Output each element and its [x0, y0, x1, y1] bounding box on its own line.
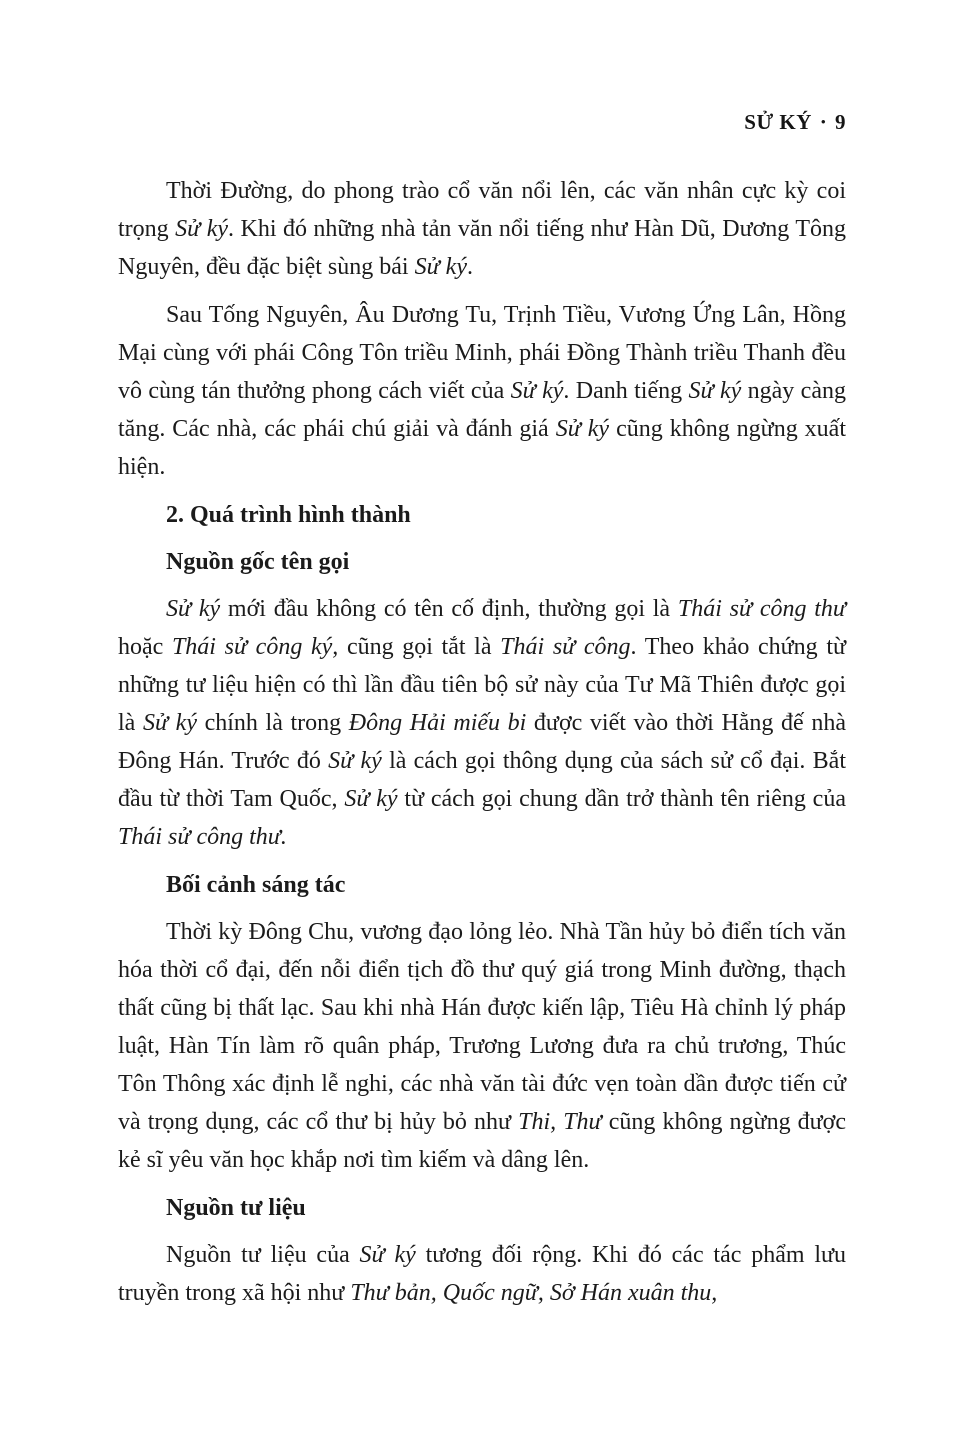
- book-title-italic: Thư bản, Quốc ngữ, Sở Hán xuân thu,: [350, 1280, 718, 1306]
- text-run: .: [467, 254, 473, 280]
- book-title-italic: Sử ký: [344, 786, 398, 812]
- heading: [118, 496, 846, 534]
- text-run: Sau Tống Nguyên, Âu Dương Tu, Trịnh Tiều, Vương Ứng Lân, Hồng Mại cùng với phái Công Tôn triều Minh, phái Đồng Thành triều Thanh đều vô cùng tán thưởng phong cách viết của: [118, 302, 846, 404]
- page-body: [118, 172, 846, 1322]
- text-run: chính là trong: [196, 710, 349, 736]
- paragraph: [118, 296, 846, 486]
- text-run: Bối cảnh sáng tác: [166, 872, 346, 898]
- text-run: cũng không ngừng xuất hiện.: [118, 416, 847, 480]
- page-number: 9: [835, 110, 846, 134]
- running-header-title: SỬ KÝ: [744, 110, 812, 134]
- book-title-italic: Thái sử công ký,: [171, 634, 339, 660]
- book-title-italic: Sử ký: [142, 710, 197, 736]
- text-run: Nguồn tư liệu của: [166, 1242, 360, 1268]
- book-title-italic: Sử ký: [555, 416, 610, 442]
- paragraph: [118, 1236, 846, 1312]
- book-title-italic: Thi, Thư: [518, 1109, 602, 1135]
- text-run: Thời Đường, do phong trào cổ văn nổi lên, các văn nhân cực kỳ coi trọng: [118, 178, 846, 242]
- text-run: cũng không ngừng được kẻ sĩ yêu văn học khắp nơi tìm kiếm và dâng lên.: [118, 1109, 847, 1173]
- text-run: từ cách gọi chung dần trở thành tên riêng của: [397, 786, 846, 812]
- running-header: [118, 110, 846, 135]
- text-run: . Danh tiếng: [563, 378, 689, 404]
- book-title-italic: Thái sử công thư.: [118, 824, 287, 850]
- paragraph: [118, 172, 846, 286]
- subheading: [118, 1189, 846, 1227]
- book-title-italic: Sử ký: [510, 378, 564, 404]
- book-title-italic: Sử ký: [175, 216, 229, 242]
- text-run: mới đầu không có tên cố định, thường gọi là: [220, 596, 678, 622]
- book-title-italic: Sử ký: [414, 254, 467, 280]
- text-run: . Theo khảo chứng từ những tư liệu hiện có thì lần đầu tiên bộ sử này của Tư Mã Thiên được gọi là: [118, 634, 846, 736]
- text-run: ngày càng tăng. Các nhà, các phái chú giải và đánh giá: [118, 378, 846, 442]
- book-title-italic: Thái sử công thư: [677, 596, 846, 622]
- text-run: 2. Quá trình hình thành: [166, 502, 411, 528]
- book-title-italic: Sử ký: [166, 596, 221, 622]
- text-run: . Khi đó những nhà tản văn nổi tiếng như Hàn Dũ, Dương Tông Nguyên, đều đặc biệt sùng bái: [118, 216, 846, 280]
- book-title-italic: Sử ký: [359, 1242, 416, 1268]
- book-title-italic: Đông Hải miếu bi: [348, 710, 527, 736]
- book-title-italic: Thái sử công: [500, 634, 631, 660]
- text-run: Nguồn gốc tên gọi: [166, 549, 350, 575]
- header-separator-dot: •: [820, 114, 826, 129]
- text-run: cũng gọi tắt là: [338, 634, 501, 660]
- subheading: [118, 866, 846, 904]
- paragraph: [118, 913, 846, 1179]
- book-title-italic: Sử ký: [688, 378, 742, 404]
- text-run: hoặc: [118, 634, 172, 660]
- text-run: Nguồn tư liệu: [166, 1195, 306, 1221]
- book-title-italic: Sử ký: [328, 748, 382, 774]
- paragraph: [118, 590, 846, 856]
- text-run: Thời kỳ Đông Chu, vương đạo lỏng lẻo. Nhà Tần hủy bỏ điển tích văn hóa thời cổ đại, đến nỗi điển tịch đồ thư quý giá trong Minh đường, thạch thất cũng bị thất lạc. Sau khi nhà Hán được kiến lập, Tiêu Hà chỉnh lý pháp luật, Hàn Tín làm rõ quân pháp, Trương Lương đưa ra chủ trương, Thúc Tôn Thông xác định lễ nghi, các nhà văn tài đức vẹn toàn dần được tiến cử và trọng dụng, các cổ thư bị hủy bỏ như: [118, 919, 846, 1135]
- subheading: [118, 543, 846, 581]
- text-run: tương đối rộng. Khi đó các tác phẩm lưu truyền trong xã hội như: [118, 1242, 847, 1306]
- text-run: là cách gọi thông dụng của sách sử cổ đại. Bắt đầu từ thời Tam Quốc,: [118, 748, 846, 812]
- text-run: được viết vào thời Hằng đế nhà Đông Hán. Trước đó: [118, 710, 846, 774]
